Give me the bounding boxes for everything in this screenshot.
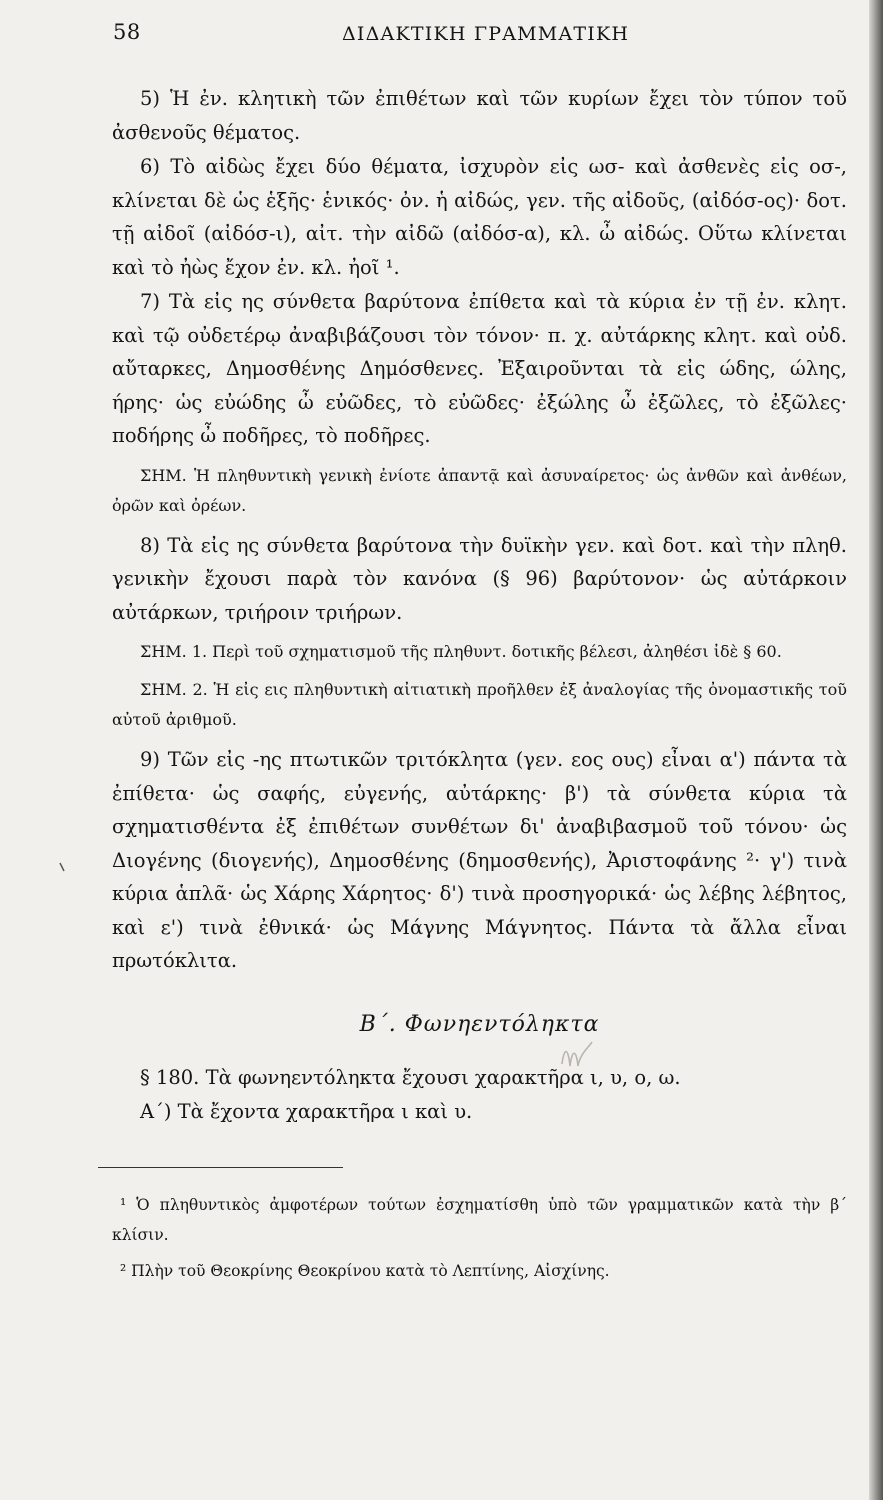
paragraph-7: 7) Τὰ εἰς ης σύνθετα βαρύτονα ἐπίθετα καὶ τὰ κύρια ἐν τῇ ἐν. κλητ. καὶ τῷ οὐδετέρῳ ἀναβιβάζουσι τὸν τόνον· π. χ. αὐτάρκης κλητ. καὶ οὐδ. αὔταρκες, Δημοσθένης Δημόσθενες. Ἐξαιροῦνται τὰ εἰς ώδης, ώλης, ήρης· ὡς εὐώδης ὦ εὐῶδες, τὸ εὐῶδες· ἐξώλης ὦ ἐξῶλες, τὸ ἐξῶλες· ποδήρης ὦ ποδῆρες, τὸ ποδῆρες. [112,290,847,447]
margin-mark-icon [58,862,66,872]
paragraph-a: Α΄) Τὰ ἔχοντα χαρακτῆρα ι καὶ υ. [140,1100,473,1123]
paragraph-6: 6) Τὸ αἰδὼς ἔχει δύο θέματα, ἰσχυρὸν εἰς ωσ- καὶ ἀσθενὲς εἰς οσ-, κλίνεται δὲ ὡς ἑξῆς· ἑνικός· ὀν. ἡ αἰδώς, γεν. τῆς αἰδοῦς, (αἰδόσ-ος)· δοτ. τῇ αἰδοῖ (αἰδόσ-ι), αἰτ. τὴν αἰδῶ (αἰδόσ-α), κλ. ὦ αἰδώς. Οὕτω κλίνεται καὶ τὸ ἠὼς ἔχον ἐν. κλ. ἠοῖ ¹. [112,155,847,279]
paragraph-9: 9) Τῶν εἰς -ης πτωτικῶν τριτόκλητα (γεν. εος ους) εἶναι α') πάντα τὰ ἐπίθετα· ὡς σαφής, εὐγενής, αὐτάρκης· β') τὰ σύνθετα κύρια τὰ σχηματισθέντα ἐξ ἐπιθέτων συνθέτων δι' ἀναβιβασμοῦ τοῦ τόνου· ὡς Διογένης (διογενής), Δημοσθένης (δημοσθενής), Ἀριστοφάνης ²· γ') τινὰ κύρια ἁπλᾶ· ὡς Χάρης Χάρητος· δ') τινὰ προσηγορικά· ὡς λέβης λέβητος, καὶ ε') τινὰ ἐθνικά· ὡς Μάγνης Μάγνητος. Πάντα τὰ ἄλλα εἶναι πρωτόκλιτα. [112,748,847,972]
section-title: Β΄. Φωνηεντόληκτα [359,1011,600,1037]
paragraph-5: 5) Ἡ ἐν. κλητικὴ τῶν ἐπιθέτων καὶ τῶν κυρίων ἔχει τὸν τύπον τοῦ ἀσθενοῦς θέματος. [112,87,847,144]
pencil-mark-icon [558,1036,598,1076]
page-header [0,20,860,56]
note-2-accusative: ΣΗΜ. 2. Ἡ εἰς εις πληθυντικὴ αἰτιατικὴ προῆλθεν ἐξ ἀναλογίας τῆς ὀνομαστικῆς τοῦ αὐτοῦ ἀριθμοῦ. [112,680,847,729]
footnote-1: ¹ Ὁ πληθυντικὸς ἀμφοτέρων τούτων ἐσχηματίσθη ὑπὸ τῶν γραμματικῶν κατὰ τὴν β΄ κλίσιν. [112,1195,847,1244]
footnote-2: ² Πλὴν τοῦ Θεοκρίνης Θεοκρίνου κατὰ τὸ Λεπτίνης, Αἰσχίνης. [120,1261,610,1280]
footnote-rule [98,1167,343,1168]
paragraph-8: 8) Τὰ εἰς ης σύνθετα βαρύτονα τὴν δυϊκὴν γεν. καὶ δοτ. καὶ τὴν πληθ. γενικὴν ἔχουσι παρὰ τὸν κανόνα (§ 96) βαρύτονον· ὡς αὐτάρκοιν αὐτάρκων, τριήροιν τριήρων. [112,533,847,624]
page-number: 58 [113,20,141,44]
page-edge-shadow [869,0,883,1500]
running-title: ΔΙΔΑΚΤΙΚΗ ΓΡΑΜΜΑΤΙΚΗ [342,23,630,45]
note-1-dative: ΣΗΜ. 1. Περὶ τοῦ σχηματισμοῦ τῆς πληθυντ. δοτικῆς βέλεσι, ἀληθέσι ἰδὲ § 60. [140,642,782,661]
page-body [112,82,847,1292]
paragraph-180: § 180. Τὰ φωνηεντόληκτα ἔχουσι χαρακτῆρα ι, υ, ο, ω. [140,1065,681,1089]
note-plural-genitive: ΣΗΜ. Ἡ πληθυντικὴ γενικὴ ἐνίοτε ἀπαντᾷ καὶ ἀσυναίρετος· ὡς ἀνθῶν καὶ ἀνθέων, ὀρῶν καὶ ὀρέων. [112,465,847,515]
